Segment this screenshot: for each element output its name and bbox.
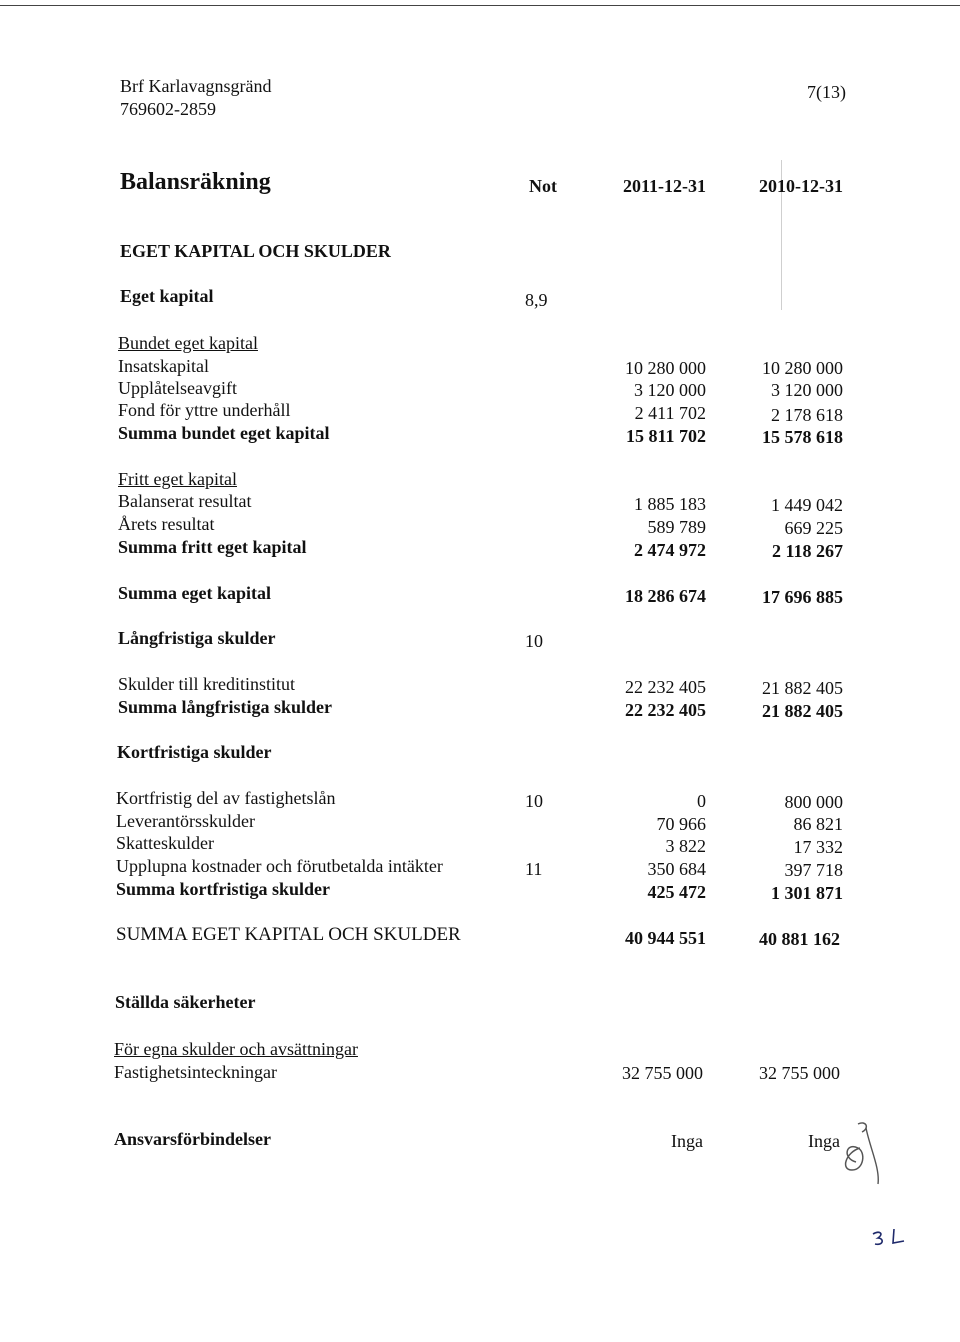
row-value-previous: 800 000 bbox=[784, 792, 843, 812]
org-name: Brf Karlavagnsgränd bbox=[120, 76, 272, 96]
row-value-current: 589 789 bbox=[647, 517, 706, 537]
row-value-current: 22 232 405 bbox=[625, 677, 706, 697]
row-value-previous: 17 332 bbox=[793, 837, 843, 857]
subtotal-value-current: 15 811 702 bbox=[625, 426, 706, 446]
long-term-heading: Långfristiga skulder bbox=[118, 628, 276, 648]
column-header-previous: 2010-12-31 bbox=[759, 176, 843, 196]
handwritten-initials-jl bbox=[870, 1226, 910, 1250]
row-label: Insatskapital bbox=[118, 356, 209, 376]
equity-heading: Eget kapital bbox=[120, 286, 214, 306]
row-label: Balanserat resultat bbox=[118, 491, 252, 511]
row-label: Skatteskulder bbox=[116, 833, 214, 853]
subtotal-label: Summa kortfristiga skulder bbox=[116, 879, 331, 899]
row-value-current: 2 411 702 bbox=[634, 403, 706, 423]
short-term-heading: Kortfristiga skulder bbox=[117, 742, 272, 762]
subtotal-label: Summa fritt eget kapital bbox=[118, 537, 307, 557]
contingent-value-current: Inga bbox=[671, 1131, 703, 1151]
total-label: Summa eget kapital bbox=[118, 583, 271, 603]
page-number: 7(13) bbox=[807, 82, 846, 102]
row-value-current: 10 280 000 bbox=[625, 358, 706, 378]
free-equity-heading: Fritt eget kapital bbox=[118, 469, 237, 489]
subtotal-value-current: 2 474 972 bbox=[634, 540, 706, 560]
total-value-previous: 17 696 885 bbox=[762, 587, 843, 607]
pledged-subheading: För egna skulder och avsättningar bbox=[114, 1039, 358, 1059]
column-header-note: Not bbox=[529, 176, 557, 196]
row-value-previous: 397 718 bbox=[784, 860, 843, 880]
row-value-previous: 3 120 000 bbox=[771, 380, 843, 400]
row-value-previous: 32 755 000 bbox=[759, 1063, 840, 1083]
row-value-previous: 1 449 042 bbox=[771, 495, 843, 515]
grand-total-value-previous: 40 881 162 bbox=[759, 929, 840, 949]
top-rule bbox=[0, 5, 960, 6]
row-note: 11 bbox=[525, 859, 543, 879]
row-label: Skulder till kreditinstitut bbox=[118, 674, 295, 694]
column-header-current: 2011-12-31 bbox=[623, 176, 706, 196]
row-label: Leverantörsskulder bbox=[116, 811, 255, 831]
subtotal-label: Summa bundet eget kapital bbox=[118, 423, 330, 443]
row-note: 10 bbox=[525, 791, 543, 811]
row-value-previous: 86 821 bbox=[793, 814, 843, 834]
equity-note: 8,9 bbox=[525, 290, 548, 310]
row-value-current: 70 966 bbox=[656, 814, 706, 834]
row-label: Fastighetsinteckningar bbox=[114, 1062, 277, 1082]
row-value-previous: 669 225 bbox=[784, 518, 843, 538]
section-heading: EGET KAPITAL OCH SKULDER bbox=[120, 241, 391, 261]
row-value-current: 350 684 bbox=[647, 859, 706, 879]
contingent-label: Ansvarsförbindelser bbox=[114, 1129, 271, 1149]
subtotal-value-previous: 2 118 267 bbox=[771, 541, 843, 561]
row-value-current: 3 822 bbox=[665, 836, 706, 856]
row-value-previous: 10 280 000 bbox=[762, 358, 843, 378]
subtotal-value-previous: 1 301 871 bbox=[771, 883, 843, 903]
row-value-current: 0 bbox=[697, 791, 706, 811]
restricted-equity-heading: Bundet eget kapital bbox=[118, 333, 258, 353]
row-label: Upplåtelseavgift bbox=[118, 378, 237, 398]
subtotal-value-previous: 21 882 405 bbox=[762, 701, 843, 721]
subtotal-value-current: 22 232 405 bbox=[625, 700, 706, 720]
grand-total-value-current: 40 944 551 bbox=[625, 928, 706, 948]
subtotal-label: Summa långfristiga skulder bbox=[118, 697, 333, 717]
row-value-current: 3 120 000 bbox=[634, 380, 706, 400]
subtotal-value-current: 425 472 bbox=[647, 882, 706, 902]
row-value-previous: 2 178 618 bbox=[771, 405, 843, 425]
row-value-current: 32 755 000 bbox=[622, 1063, 703, 1083]
long-term-note: 10 bbox=[525, 631, 543, 651]
row-label: Kortfristig del av fastighetslån bbox=[116, 788, 336, 808]
row-value-current: 1 885 183 bbox=[634, 494, 706, 514]
pledged-heading: Ställda säkerheter bbox=[115, 992, 256, 1012]
row-label: Fond för yttre underhåll bbox=[118, 400, 291, 420]
contingent-value-previous: Inga bbox=[808, 1131, 840, 1151]
grand-total-label: SUMMA EGET KAPITAL OCH SKULDER bbox=[116, 924, 461, 945]
subtotal-value-previous: 15 578 618 bbox=[762, 427, 843, 447]
page-title: Balansräkning bbox=[120, 169, 271, 195]
row-value-previous: 21 882 405 bbox=[762, 678, 843, 698]
row-label: Årets resultat bbox=[118, 514, 215, 534]
handwritten-initial-mark bbox=[836, 1118, 896, 1192]
org-number: 769602-2859 bbox=[120, 99, 216, 119]
row-label: Upplupna kostnader och förutbetalda intäkter bbox=[116, 856, 443, 876]
total-value-current: 18 286 674 bbox=[625, 586, 706, 606]
